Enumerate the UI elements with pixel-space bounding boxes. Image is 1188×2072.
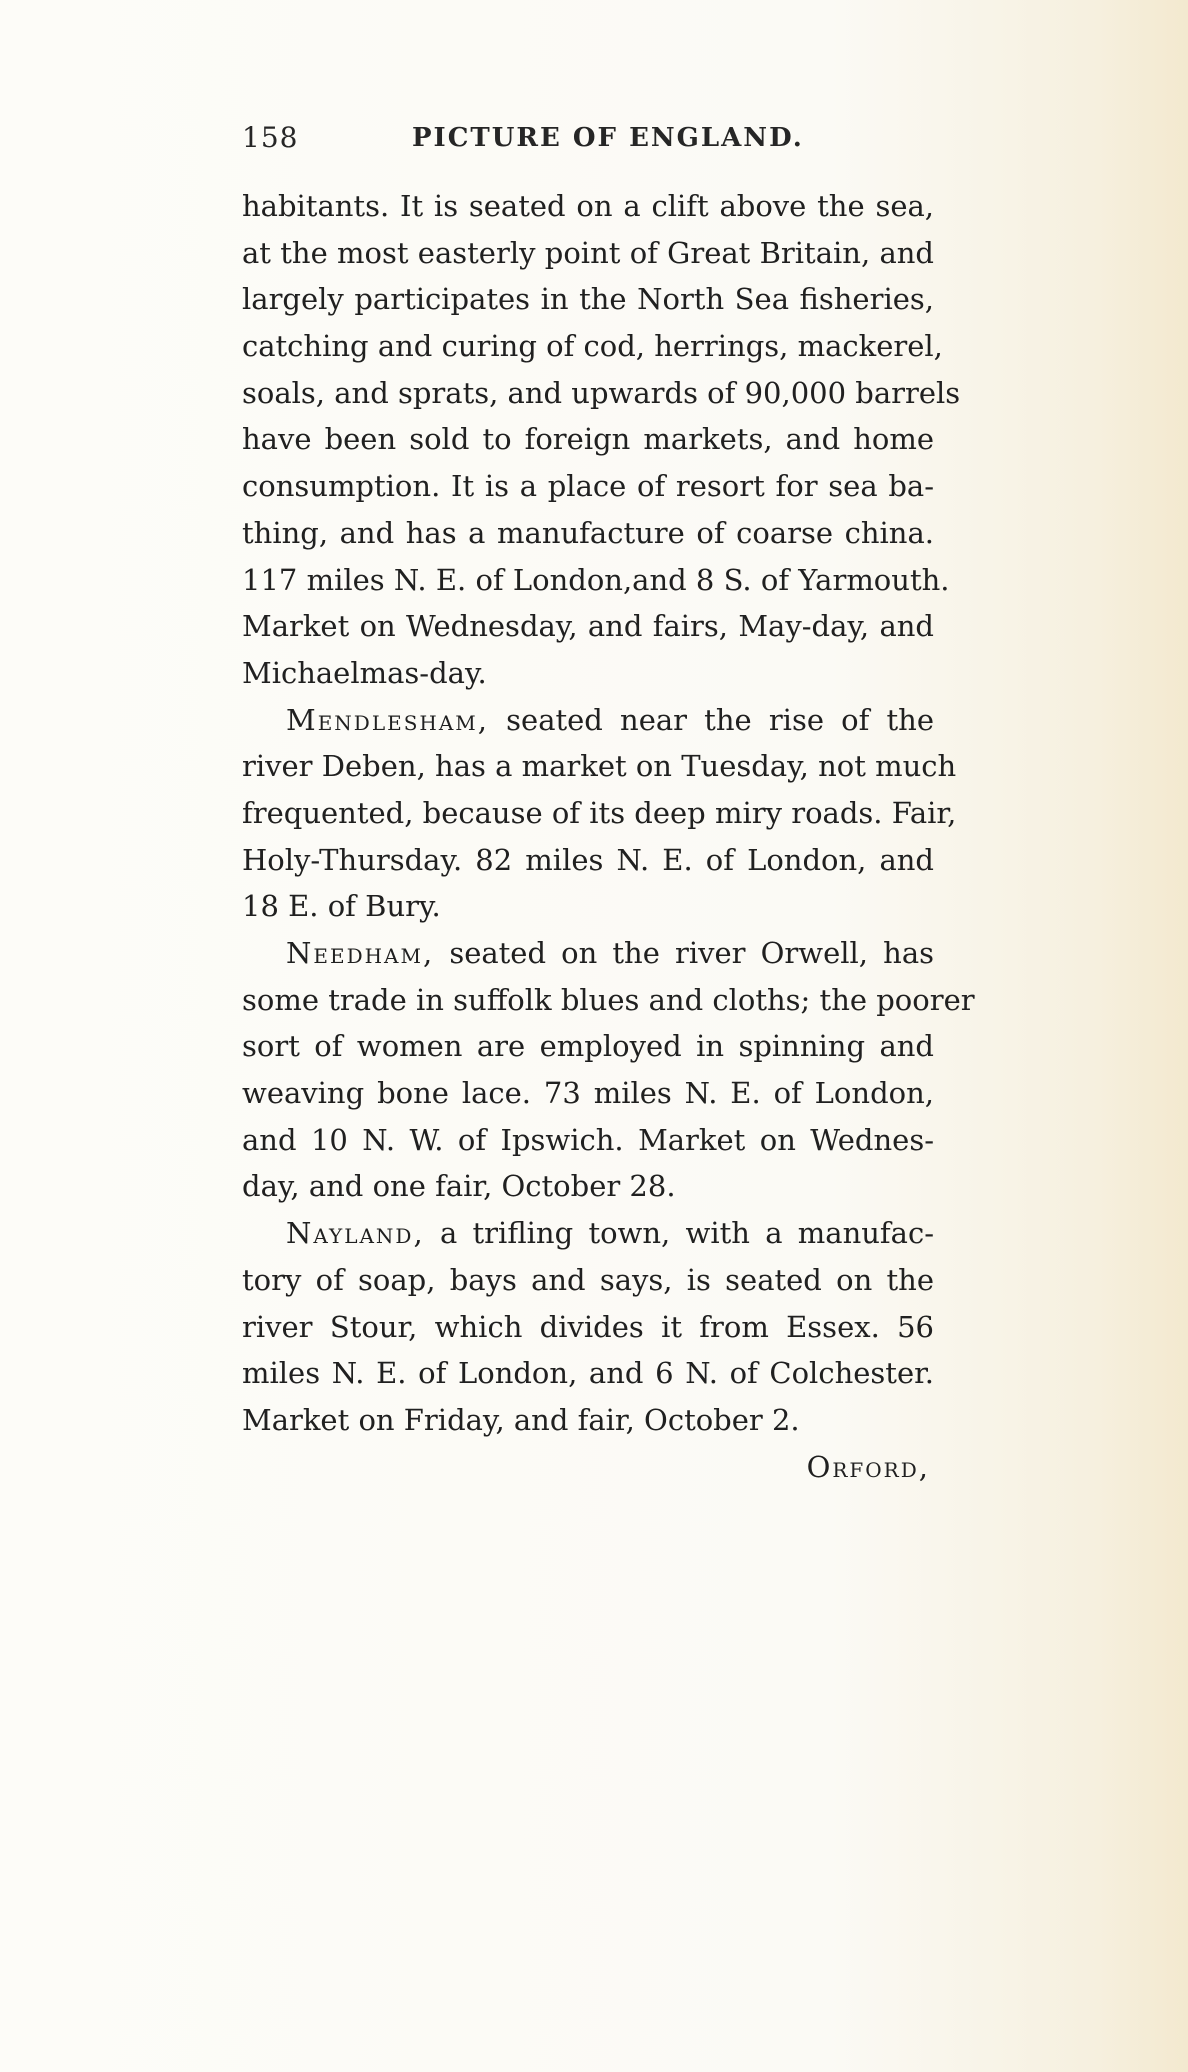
text-line: miles N. E. of London, and 6 N. of Colchester. (242, 1356, 934, 1391)
page-number: 158 (242, 121, 299, 154)
text-line: Michaelmas-day. (242, 655, 487, 690)
text-line (242, 1210, 934, 1257)
text-line: habitants. It is seated on a clift above the sea, (242, 189, 934, 223)
text-line: Market on Wednesday, and fairs, May-day, and (242, 609, 934, 644)
text-line: largely participates in the North Sea fisheries, (242, 282, 934, 317)
text-line (242, 697, 934, 744)
place-name-nayland: Nayland, (286, 1216, 425, 1251)
place-name-needham: Needham, (286, 936, 435, 970)
catchword: Orford, (806, 1449, 930, 1484)
text-line: river Stour, which divides it from Essex. 56 (242, 1309, 934, 1344)
paragraph-mendlesham (242, 697, 957, 930)
text-line: weaving bone lace. 73 miles N. E. of London, (242, 1076, 934, 1111)
text-line: have been sold to foreign markets, and home (242, 422, 934, 457)
text-line: Market on Friday, and fair, October 2. (242, 1402, 800, 1437)
text-segment: a trifling town, with a manufac- (439, 1216, 934, 1251)
text-line: tory of soap, bays and says, is seated on the (242, 1262, 934, 1297)
text-line: 18 E. of Bury. (242, 889, 441, 924)
text-line: consumption. It is a place of resort for sea ba- (242, 469, 934, 504)
text-line: 117 miles N. E. of London,and 8 S. of Yarmouth. (242, 562, 950, 597)
text-line: and 10 N. W. of Ipswich. Market on Wednes- (242, 1122, 934, 1157)
place-name-mendlesham: Mendlesham, (286, 702, 489, 737)
text-line: soals, and sprats, and upwards of 90,000 barrels (242, 375, 961, 410)
text-line: at the most easterly point of Great Britain, and (242, 235, 934, 270)
text-segment: seated near the rise of the (506, 702, 934, 737)
text-line: day, and one fair, October 28. (242, 1169, 676, 1204)
text-line: Holy-Thursday. 82 miles N. E. of London, and (242, 842, 934, 877)
body-text (242, 183, 975, 1490)
text-line (242, 930, 934, 977)
text-line: river Deben, has a market on Tuesday, not much (242, 749, 957, 784)
text-line: frequented, because of its deep miry roads. Fair, (242, 795, 957, 830)
text-line: some trade in suffolk blues and cloths; the poorer (242, 982, 975, 1017)
text-line: sort of women are employed in spinning and (242, 1029, 934, 1064)
page-header (242, 118, 862, 158)
paragraph-nayland (242, 1210, 934, 1443)
text-segment: seated on the river Orwell, has (449, 936, 934, 970)
paragraph-continuation (242, 183, 961, 697)
running-title: PICTURE OF ENGLAND. (412, 123, 804, 153)
text-line: catching and curing of cod, herrings, mackerel, (242, 329, 943, 364)
paragraph-needham (242, 930, 975, 1210)
text-line: thing, and has a manufacture of coarse china. (242, 515, 934, 550)
